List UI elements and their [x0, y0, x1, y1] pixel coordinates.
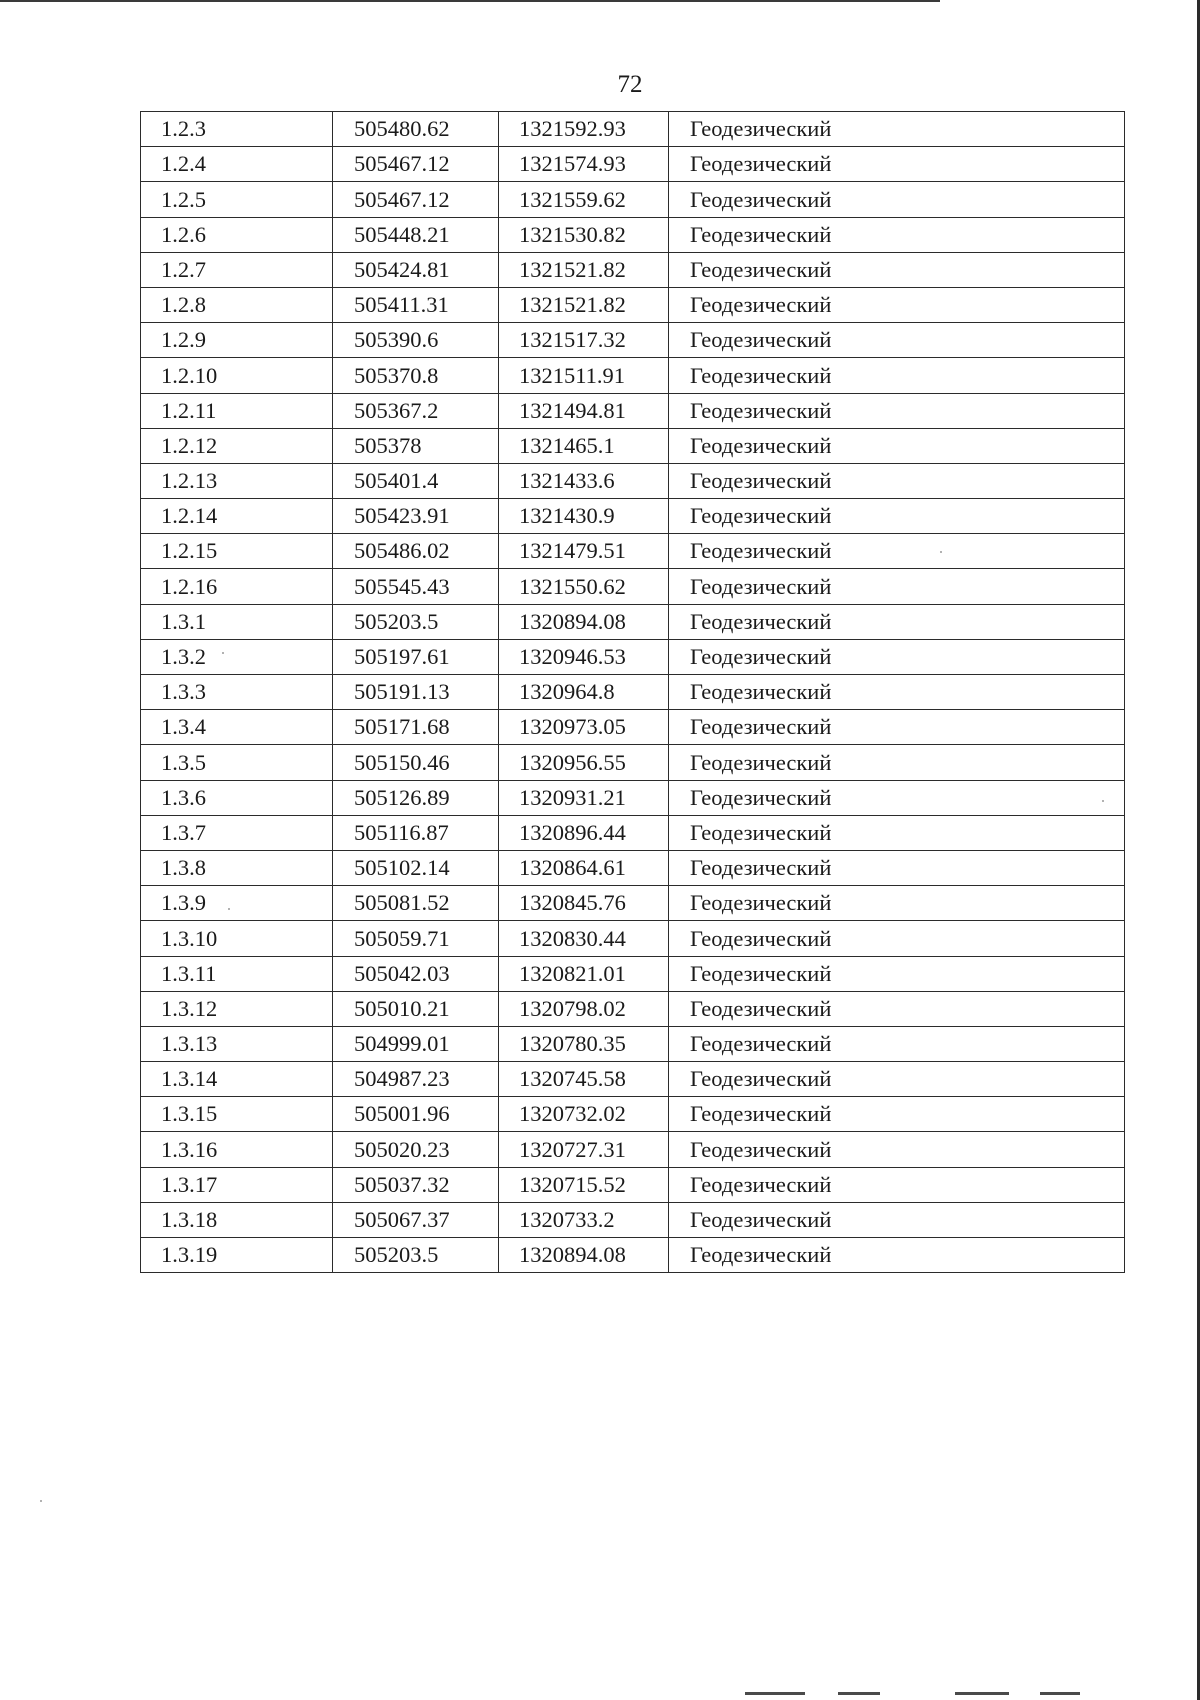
y-coordinate-cell: 1321517.32: [499, 323, 669, 358]
method-cell: Геодезический: [669, 358, 1125, 393]
x-coordinate-cell: 505191.13: [333, 675, 499, 710]
x-coordinate-cell: 505423.91: [333, 499, 499, 534]
x-coordinate-cell: 505424.81: [333, 252, 499, 287]
table-row: [141, 710, 1125, 745]
scan-speck: [1102, 800, 1104, 802]
x-coordinate-cell: 505411.31: [333, 287, 499, 322]
page-number: 72: [617, 71, 643, 98]
table-row: [141, 463, 1125, 498]
x-coordinate-cell: 505020.23: [333, 1132, 499, 1167]
method-cell: Геодезический: [669, 463, 1125, 498]
y-coordinate-cell: 1320733.2: [499, 1202, 669, 1237]
method-cell: Геодезический: [669, 815, 1125, 850]
method-cell: Геодезический: [669, 112, 1125, 147]
point-id-cell: 1.3.14: [141, 1062, 333, 1097]
method-cell: Геодезический: [669, 1132, 1125, 1167]
method-cell: Геодезический: [669, 886, 1125, 921]
y-coordinate-cell: 1321494.81: [499, 393, 669, 428]
method-cell: Геодезический: [669, 147, 1125, 182]
method-cell: Геодезический: [669, 710, 1125, 745]
method-cell: Геодезический: [669, 956, 1125, 991]
method-cell: Геодезический: [669, 428, 1125, 463]
x-coordinate-cell: 504987.23: [333, 1062, 499, 1097]
point-id-cell: 1.2.13: [141, 463, 333, 498]
y-coordinate-cell: 1320745.58: [499, 1062, 669, 1097]
x-coordinate-cell: 505171.68: [333, 710, 499, 745]
point-id-cell: 1.3.3: [141, 675, 333, 710]
x-coordinate-cell: 505401.4: [333, 463, 499, 498]
scan-artifact: [1040, 1692, 1080, 1695]
x-coordinate-cell: 505370.8: [333, 358, 499, 393]
method-cell: Геодезический: [669, 1238, 1125, 1273]
method-cell: Геодезический: [669, 217, 1125, 252]
x-coordinate-cell: 505042.03: [333, 956, 499, 991]
y-coordinate-cell: 1321521.82: [499, 252, 669, 287]
y-coordinate-cell: 1320946.53: [499, 639, 669, 674]
x-coordinate-cell: 505081.52: [333, 886, 499, 921]
table-row: [141, 850, 1125, 885]
method-cell: Геодезический: [669, 252, 1125, 287]
y-coordinate-cell: 1321479.51: [499, 534, 669, 569]
point-id-cell: 1.2.7: [141, 252, 333, 287]
point-id-cell: 1.2.15: [141, 534, 333, 569]
y-coordinate-cell: 1321592.93: [499, 112, 669, 147]
method-cell: Геодезический: [669, 1097, 1125, 1132]
point-id-cell: 1.2.5: [141, 182, 333, 217]
y-coordinate-cell: 1321521.82: [499, 287, 669, 322]
x-coordinate-cell: 505150.46: [333, 745, 499, 780]
point-id-cell: 1.3.17: [141, 1167, 333, 1202]
x-coordinate-cell: 505448.21: [333, 217, 499, 252]
x-coordinate-cell: 505197.61: [333, 639, 499, 674]
coordinates-table-body: [141, 112, 1125, 1273]
y-coordinate-cell: 1320894.08: [499, 604, 669, 639]
point-id-cell: 1.2.12: [141, 428, 333, 463]
y-coordinate-cell: 1320780.35: [499, 1026, 669, 1061]
point-id-cell: 1.3.2: [141, 639, 333, 674]
method-cell: Геодезический: [669, 569, 1125, 604]
point-id-cell: 1.3.19: [141, 1238, 333, 1273]
point-id-cell: 1.3.4: [141, 710, 333, 745]
table-row: [141, 745, 1125, 780]
x-coordinate-cell: 505486.02: [333, 534, 499, 569]
point-id-cell: 1.2.16: [141, 569, 333, 604]
y-coordinate-cell: 1320964.8: [499, 675, 669, 710]
y-coordinate-cell: 1320973.05: [499, 710, 669, 745]
x-coordinate-cell: 505010.21: [333, 991, 499, 1026]
y-coordinate-cell: 1321574.93: [499, 147, 669, 182]
table-row: [141, 217, 1125, 252]
point-id-cell: 1.2.14: [141, 499, 333, 534]
method-cell: Геодезический: [669, 1026, 1125, 1061]
method-cell: Геодезический: [669, 499, 1125, 534]
point-id-cell: 1.3.10: [141, 921, 333, 956]
point-id-cell: 1.3.8: [141, 850, 333, 885]
table-row: [141, 428, 1125, 463]
table-row: [141, 956, 1125, 991]
x-coordinate-cell: 505480.62: [333, 112, 499, 147]
y-coordinate-cell: 1320931.21: [499, 780, 669, 815]
x-coordinate-cell: 504999.01: [333, 1026, 499, 1061]
x-coordinate-cell: 505059.71: [333, 921, 499, 956]
table-row: [141, 182, 1125, 217]
x-coordinate-cell: 505102.14: [333, 850, 499, 885]
table-row: [141, 1097, 1125, 1132]
table-row: [141, 639, 1125, 674]
x-coordinate-cell: 505001.96: [333, 1097, 499, 1132]
x-coordinate-cell: 505367.2: [333, 393, 499, 428]
coordinates-table: [140, 111, 1125, 1273]
y-coordinate-cell: 1320845.76: [499, 886, 669, 921]
y-coordinate-cell: 1320727.31: [499, 1132, 669, 1167]
table-row: [141, 1202, 1125, 1237]
x-coordinate-cell: 505378: [333, 428, 499, 463]
x-coordinate-cell: 505203.5: [333, 1238, 499, 1273]
x-coordinate-cell: 505390.6: [333, 323, 499, 358]
y-coordinate-cell: 1321465.1: [499, 428, 669, 463]
point-id-cell: 1.3.6: [141, 780, 333, 815]
y-coordinate-cell: 1320894.08: [499, 1238, 669, 1273]
x-coordinate-cell: 505545.43: [333, 569, 499, 604]
table-row: [141, 815, 1125, 850]
method-cell: Геодезический: [669, 780, 1125, 815]
table-row: [141, 1167, 1125, 1202]
x-coordinate-cell: 505126.89: [333, 780, 499, 815]
table-row: [141, 287, 1125, 322]
table-row: [141, 921, 1125, 956]
y-coordinate-cell: 1321559.62: [499, 182, 669, 217]
y-coordinate-cell: 1321430.9: [499, 499, 669, 534]
method-cell: Геодезический: [669, 675, 1125, 710]
table-row: [141, 886, 1125, 921]
table-row: [141, 393, 1125, 428]
point-id-cell: 1.2.4: [141, 147, 333, 182]
y-coordinate-cell: 1321433.6: [499, 463, 669, 498]
method-cell: Геодезический: [669, 1062, 1125, 1097]
method-cell: Геодезический: [669, 534, 1125, 569]
method-cell: Геодезический: [669, 287, 1125, 322]
x-coordinate-cell: 505467.12: [333, 147, 499, 182]
x-coordinate-cell: 505116.87: [333, 815, 499, 850]
method-cell: Геодезический: [669, 182, 1125, 217]
method-cell: Геодезический: [669, 745, 1125, 780]
method-cell: Геодезический: [669, 1202, 1125, 1237]
table-row: [141, 991, 1125, 1026]
point-id-cell: 1.3.18: [141, 1202, 333, 1237]
table-row: [141, 534, 1125, 569]
y-coordinate-cell: 1321511.91: [499, 358, 669, 393]
table-row: [141, 780, 1125, 815]
y-coordinate-cell: 1320715.52: [499, 1167, 669, 1202]
table-row: [141, 604, 1125, 639]
point-id-cell: 1.3.16: [141, 1132, 333, 1167]
point-id-cell: 1.2.8: [141, 287, 333, 322]
scan-artifact: [745, 1692, 805, 1695]
method-cell: Геодезический: [669, 991, 1125, 1026]
y-coordinate-cell: 1321550.62: [499, 569, 669, 604]
method-cell: Геодезический: [669, 393, 1125, 428]
y-coordinate-cell: 1320864.61: [499, 850, 669, 885]
x-coordinate-cell: 505037.32: [333, 1167, 499, 1202]
x-coordinate-cell: 505467.12: [333, 182, 499, 217]
point-id-cell: 1.3.15: [141, 1097, 333, 1132]
y-coordinate-cell: 1321530.82: [499, 217, 669, 252]
method-cell: Геодезический: [669, 604, 1125, 639]
method-cell: Геодезический: [669, 850, 1125, 885]
point-id-cell: 1.3.11: [141, 956, 333, 991]
scan-speck: [40, 1500, 42, 1502]
x-coordinate-cell: 505067.37: [333, 1202, 499, 1237]
table-row: [141, 499, 1125, 534]
table-row: [141, 569, 1125, 604]
method-cell: Геодезический: [669, 639, 1125, 674]
point-id-cell: 1.2.10: [141, 358, 333, 393]
table-row: [141, 252, 1125, 287]
method-cell: Геодезический: [669, 323, 1125, 358]
y-coordinate-cell: 1320798.02: [499, 991, 669, 1026]
table-row: [141, 1238, 1125, 1273]
method-cell: Геодезический: [669, 921, 1125, 956]
table-row: [141, 1062, 1125, 1097]
y-coordinate-cell: 1320821.01: [499, 956, 669, 991]
y-coordinate-cell: 1320830.44: [499, 921, 669, 956]
point-id-cell: 1.3.13: [141, 1026, 333, 1061]
table-row: [141, 147, 1125, 182]
point-id-cell: 1.2.6: [141, 217, 333, 252]
point-id-cell: 1.3.9: [141, 886, 333, 921]
y-coordinate-cell: 1320732.02: [499, 1097, 669, 1132]
point-id-cell: 1.2.3: [141, 112, 333, 147]
point-id-cell: 1.3.1: [141, 604, 333, 639]
table-row: [141, 358, 1125, 393]
table-row: [141, 1026, 1125, 1061]
scan-edge-top: [0, 0, 940, 2]
point-id-cell: 1.3.7: [141, 815, 333, 850]
table-row: [141, 112, 1125, 147]
scan-artifact: [838, 1692, 880, 1695]
scan-artifact: [955, 1692, 1009, 1695]
point-id-cell: 1.3.5: [141, 745, 333, 780]
point-id-cell: 1.2.11: [141, 393, 333, 428]
y-coordinate-cell: 1320956.55: [499, 745, 669, 780]
table-row: [141, 1132, 1125, 1167]
table-row: [141, 675, 1125, 710]
y-coordinate-cell: 1320896.44: [499, 815, 669, 850]
x-coordinate-cell: 505203.5: [333, 604, 499, 639]
point-id-cell: 1.2.9: [141, 323, 333, 358]
scan-speck: [228, 908, 230, 910]
table-row: [141, 323, 1125, 358]
scan-speck: [222, 652, 224, 654]
scan-speck: [940, 551, 942, 553]
method-cell: Геодезический: [669, 1167, 1125, 1202]
point-id-cell: 1.3.12: [141, 991, 333, 1026]
